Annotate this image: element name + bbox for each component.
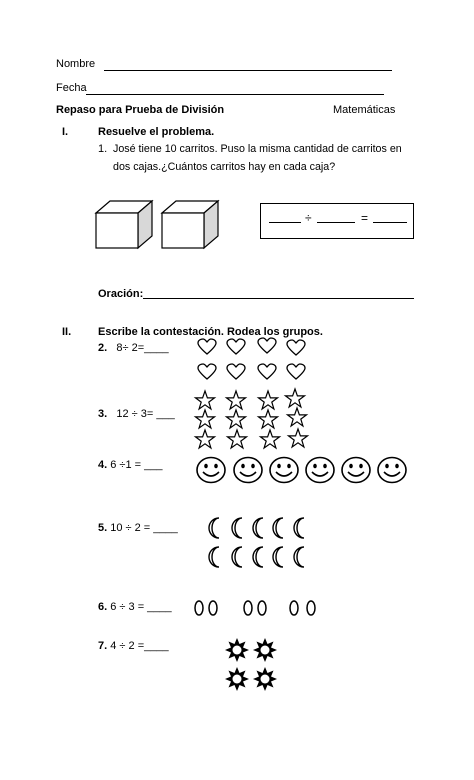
problem-2-number: 2. bbox=[98, 342, 108, 354]
heart-icon bbox=[258, 364, 276, 380]
moon-icon bbox=[207, 517, 225, 539]
star-icon bbox=[226, 410, 246, 429]
problem-4 bbox=[98, 459, 162, 471]
name-label: Nombre bbox=[56, 58, 96, 70]
problem-4-number: 4. bbox=[98, 459, 108, 471]
heart-icon bbox=[287, 340, 305, 356]
problem-3 bbox=[98, 408, 175, 420]
problem-1-number: 1. bbox=[98, 143, 108, 155]
problem-7-number: 7. bbox=[98, 640, 108, 652]
moon-icon bbox=[230, 517, 248, 539]
sun-icon bbox=[253, 667, 277, 691]
heart-icon bbox=[198, 339, 216, 355]
section-2-numeral: II. bbox=[62, 326, 72, 338]
oval-icon bbox=[306, 600, 316, 616]
equation-box bbox=[260, 203, 414, 239]
section-1-instruction: Resuelve el problema. bbox=[98, 126, 215, 138]
smiley-icon bbox=[196, 456, 226, 484]
sentence-label: Oración: bbox=[98, 288, 144, 300]
sun-icon bbox=[253, 638, 277, 662]
moon-icon bbox=[292, 517, 310, 539]
star-icon bbox=[195, 391, 215, 410]
subject-label: Matemáticas bbox=[333, 104, 396, 116]
heart-icon bbox=[227, 364, 245, 380]
star-icon bbox=[288, 429, 308, 448]
division-symbol: ÷ bbox=[305, 211, 312, 225]
problem-5 bbox=[98, 522, 178, 534]
heart-icon bbox=[198, 364, 216, 380]
section-2-instruction: Escribe la contestación. Rodea los grupos. bbox=[98, 326, 323, 338]
moon-icon bbox=[271, 546, 289, 568]
moon-icon bbox=[292, 546, 310, 568]
heart-icon bbox=[227, 339, 245, 355]
problem-7 bbox=[98, 640, 169, 652]
smiley-icon bbox=[341, 456, 371, 484]
moon-icon bbox=[271, 517, 289, 539]
oval-icon bbox=[289, 600, 299, 616]
oval-icon bbox=[208, 600, 218, 616]
date-label: Fecha bbox=[56, 82, 87, 94]
sun-icon bbox=[225, 667, 249, 691]
section-1-numeral: I. bbox=[62, 126, 69, 138]
cube-icon bbox=[96, 199, 156, 251]
sentence-field[interactable] bbox=[143, 298, 414, 299]
problem-4-expression: 6 ÷1 = ___ bbox=[110, 459, 163, 471]
smiley-icon bbox=[377, 456, 407, 484]
problem-5-expression: 10 ÷ 2 = ____ bbox=[110, 522, 178, 534]
date-field[interactable] bbox=[86, 94, 384, 95]
equation-blank-quotient[interactable] bbox=[373, 222, 407, 223]
smiley-icon bbox=[305, 456, 335, 484]
star-icon bbox=[226, 391, 246, 410]
star-icon bbox=[260, 430, 280, 449]
equation-blank-dividend[interactable] bbox=[269, 222, 301, 223]
star-icon bbox=[195, 430, 215, 449]
equation-blank-divisor[interactable] bbox=[317, 222, 355, 223]
star-icon bbox=[227, 430, 247, 449]
smiley-icon bbox=[269, 456, 299, 484]
problem-2 bbox=[98, 342, 169, 354]
moon-icon bbox=[251, 517, 269, 539]
name-field[interactable] bbox=[104, 70, 392, 71]
problem-3-number: 3. bbox=[98, 408, 108, 420]
equals-symbol: = bbox=[361, 211, 369, 225]
smiley-icon bbox=[233, 456, 263, 484]
oval-icon bbox=[243, 600, 253, 616]
sun-icon bbox=[225, 638, 249, 662]
star-icon bbox=[285, 389, 305, 408]
problem-1-text-line2: dos cajas.¿Cuántos carritos hay en cada caja? bbox=[113, 161, 336, 173]
moon-icon bbox=[251, 546, 269, 568]
problem-2-expression: 8÷ 2=____ bbox=[116, 342, 169, 354]
star-icon bbox=[258, 391, 278, 410]
problem-7-expression: 4 ÷ 2 =____ bbox=[110, 640, 169, 652]
problem-5-number: 5. bbox=[98, 522, 108, 534]
star-icon bbox=[195, 410, 215, 429]
heart-icon bbox=[287, 364, 305, 380]
problem-6 bbox=[98, 601, 172, 613]
oval-icon bbox=[194, 600, 204, 616]
problem-1-text-line1: José tiene 10 carritos. Puso la misma cantidad de carritos en bbox=[113, 143, 402, 155]
problem-6-number: 6. bbox=[98, 601, 108, 613]
moon-icon bbox=[207, 546, 225, 568]
star-icon bbox=[287, 408, 307, 427]
problem-3-expression: 12 ÷ 3= ___ bbox=[116, 408, 175, 420]
cube-icon bbox=[162, 199, 222, 251]
star-icon bbox=[258, 410, 278, 429]
heart-icon bbox=[258, 338, 276, 354]
problem-6-expression: 6 ÷ 3 = ____ bbox=[110, 601, 172, 613]
moon-icon bbox=[230, 546, 248, 568]
worksheet-title: Repaso para Prueba de División bbox=[56, 104, 225, 116]
oval-icon bbox=[257, 600, 267, 616]
